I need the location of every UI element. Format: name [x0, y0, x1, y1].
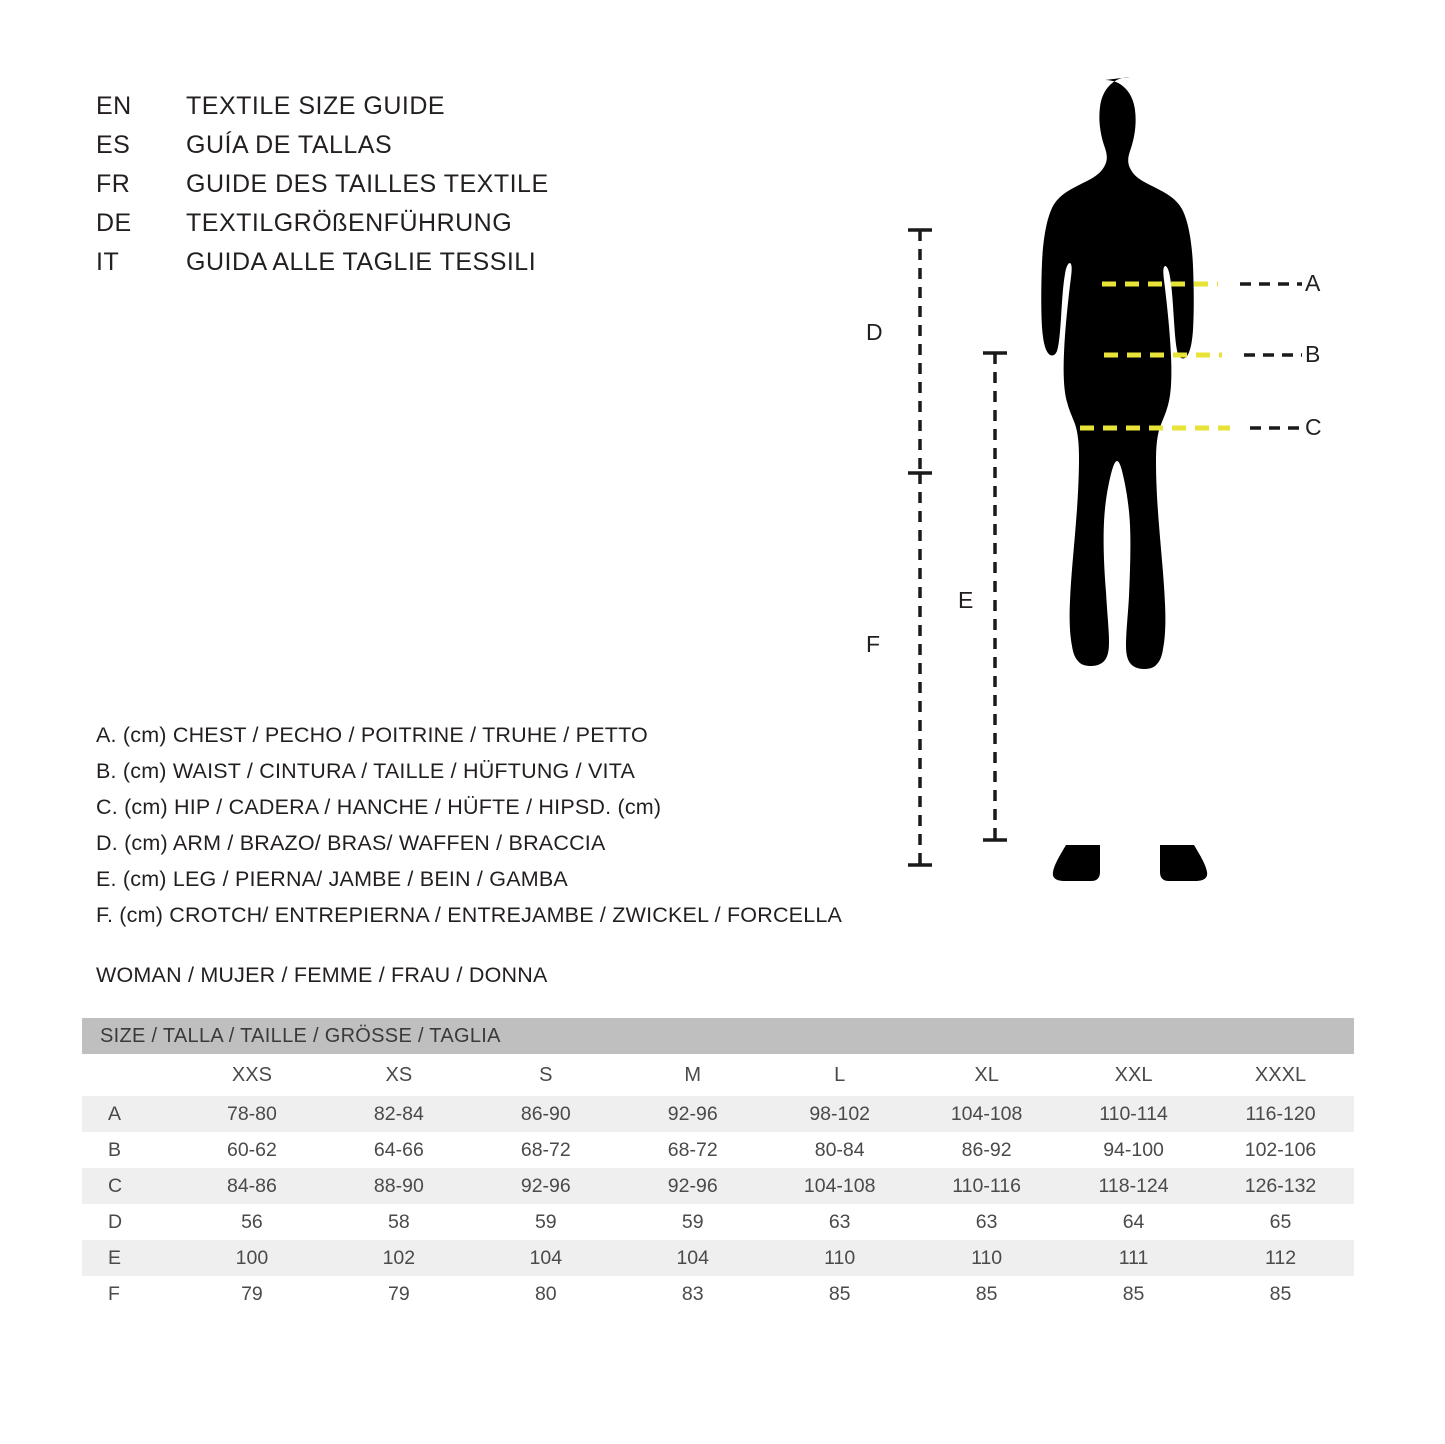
cell-f-l: 85: [766, 1276, 913, 1312]
cell-a-s: 86-90: [472, 1096, 619, 1132]
column-header-xl: XL: [913, 1054, 1060, 1096]
cell-c-l: 104-108: [766, 1168, 913, 1204]
cell-e-xxxl: 112: [1207, 1240, 1354, 1276]
gender-label: WOMAN / MUJER / FEMME / FRAU / DONNA: [96, 963, 548, 987]
title-language-block: [96, 92, 716, 287]
row-label-a: A: [82, 1096, 178, 1132]
row-label-f: F: [82, 1276, 178, 1312]
cell-d-xxxl: 65: [1207, 1204, 1354, 1240]
diagram-label-c: C: [1305, 414, 1322, 440]
row-label-b: B: [82, 1132, 178, 1168]
cell-c-xxs: 84-86: [178, 1168, 325, 1204]
cell-a-xxxl: 116-120: [1207, 1096, 1354, 1132]
cell-b-xxl: 94-100: [1060, 1132, 1207, 1168]
cell-a-l: 98-102: [766, 1096, 913, 1132]
title-text-en: TEXTILE SIZE GUIDE: [186, 92, 446, 120]
cell-b-xs: 64-66: [325, 1132, 472, 1168]
table-row: [82, 1204, 1354, 1240]
cell-f-s: 80: [472, 1276, 619, 1312]
size-table-title-row: [82, 1018, 1354, 1054]
cell-c-xxxl: 126-132: [1207, 1168, 1354, 1204]
title-text-it: GUIDA ALLE TAGLIE TESSILI: [186, 248, 537, 276]
table-row: [82, 1276, 1354, 1312]
column-header-xxl: XXL: [1060, 1054, 1207, 1096]
cell-d-xl: 63: [913, 1204, 1060, 1240]
legend-item-f: F. (cm) CROTCH/ ENTREPIERNA / ENTREJAMBE / ZWICKEL / FORCELLA: [96, 903, 843, 927]
diagram-label-a: A: [1305, 270, 1321, 296]
letter-leader-lines: [1240, 284, 1302, 428]
cell-d-l: 63: [766, 1204, 913, 1240]
cell-a-m: 92-96: [619, 1096, 766, 1132]
cell-d-m: 59: [619, 1204, 766, 1240]
cell-a-xl: 104-108: [913, 1096, 1060, 1132]
cell-d-xxl: 64: [1060, 1204, 1207, 1240]
cell-a-xxl: 110-114: [1060, 1096, 1207, 1132]
legend-item-c: C. (cm) HIP / CADERA / HANCHE / HÜFTE / HIPSD. (cm): [96, 795, 662, 819]
title-row-es: [96, 131, 716, 170]
row-label-e: E: [82, 1240, 178, 1276]
cell-a-xxs: 78-80: [178, 1096, 325, 1132]
cell-e-s: 104: [472, 1240, 619, 1276]
row-label-c: C: [82, 1168, 178, 1204]
cell-e-xl: 110: [913, 1240, 1060, 1276]
column-header-xxxl: XXXL: [1207, 1054, 1354, 1096]
woman-silhouette-shape: [1041, 77, 1207, 881]
table-row: [82, 1132, 1354, 1168]
cell-d-xs: 58: [325, 1204, 472, 1240]
language-code-it: IT: [96, 248, 120, 276]
cell-c-xs: 88-90: [325, 1168, 472, 1204]
table-row: [82, 1168, 1354, 1204]
cell-b-xxxl: 102-106: [1207, 1132, 1354, 1168]
table-row: [82, 1096, 1354, 1132]
cell-f-xl: 85: [913, 1276, 1060, 1312]
cell-b-s: 68-72: [472, 1132, 619, 1168]
cell-b-m: 68-72: [619, 1132, 766, 1168]
vertical-brackets: [908, 230, 1007, 865]
language-code-de: DE: [96, 209, 132, 237]
title-row-it: [96, 248, 716, 287]
measurement-diagram: [830, 55, 1390, 925]
legend-item-e: E. (cm) LEG / PIERNA/ JAMBE / BEIN / GAMBA: [96, 867, 568, 891]
diagram-label-b: B: [1305, 341, 1321, 367]
column-header-s: S: [472, 1054, 619, 1096]
legend-item-b: B. (cm) WAIST / CINTURA / TAILLE / HÜFTUNG / VITA: [96, 759, 635, 783]
table-row: [82, 1240, 1354, 1276]
title-text-es: GUÍA DE TALLAS: [186, 131, 393, 159]
cell-c-s: 92-96: [472, 1168, 619, 1204]
measurement-legend: [96, 723, 896, 939]
title-text-de: TEXTILGRÖßENFÜHRUNG: [186, 209, 513, 237]
size-table: [82, 1018, 1354, 1312]
diagram-label-e: E: [958, 587, 974, 613]
size-table-title: SIZE / TALLA / TAILLE / GRÖSSE / TAGLIA: [82, 1018, 1354, 1054]
cell-e-xs: 102: [325, 1240, 472, 1276]
cell-a-xs: 82-84: [325, 1096, 472, 1132]
cell-b-xxs: 60-62: [178, 1132, 325, 1168]
language-code-en: EN: [96, 92, 132, 120]
size-table-header-row: [82, 1054, 1354, 1096]
title-row-en: [96, 92, 716, 131]
legend-item-d: D. (cm) ARM / BRAZO/ BRAS/ WAFFEN / BRACCIA: [96, 831, 606, 855]
size-table-wrapper: [82, 1018, 1354, 1312]
cell-b-l: 80-84: [766, 1132, 913, 1168]
cell-d-xxs: 56: [178, 1204, 325, 1240]
cell-f-xxxl: 85: [1207, 1276, 1354, 1312]
column-header-blank: [82, 1054, 178, 1096]
cell-c-m: 92-96: [619, 1168, 766, 1204]
cell-f-m: 83: [619, 1276, 766, 1312]
diagram-label-f: F: [866, 631, 881, 657]
cell-e-m: 104: [619, 1240, 766, 1276]
row-label-d: D: [82, 1204, 178, 1240]
cell-d-s: 59: [472, 1204, 619, 1240]
cell-f-xxs: 79: [178, 1276, 325, 1312]
legend-item-a: A. (cm) CHEST / PECHO / POITRINE / TRUHE / PETTO: [96, 723, 648, 747]
cell-b-xl: 86-92: [913, 1132, 1060, 1168]
title-text-fr: GUIDE DES TAILLES TEXTILE: [186, 170, 549, 198]
title-row-fr: [96, 170, 716, 209]
language-code-fr: FR: [96, 170, 131, 198]
cell-c-xxl: 118-124: [1060, 1168, 1207, 1204]
column-header-xxs: XXS: [178, 1054, 325, 1096]
column-header-l: L: [766, 1054, 913, 1096]
cell-e-l: 110: [766, 1240, 913, 1276]
language-code-es: ES: [96, 131, 131, 159]
cell-f-xs: 79: [325, 1276, 472, 1312]
cell-f-xxl: 85: [1060, 1276, 1207, 1312]
cell-c-xl: 110-116: [913, 1168, 1060, 1204]
column-header-m: M: [619, 1054, 766, 1096]
column-header-xs: XS: [325, 1054, 472, 1096]
diagram-label-d: D: [866, 319, 883, 345]
title-row-de: [96, 209, 716, 248]
cell-e-xxs: 100: [178, 1240, 325, 1276]
cell-e-xxl: 111: [1060, 1240, 1207, 1276]
